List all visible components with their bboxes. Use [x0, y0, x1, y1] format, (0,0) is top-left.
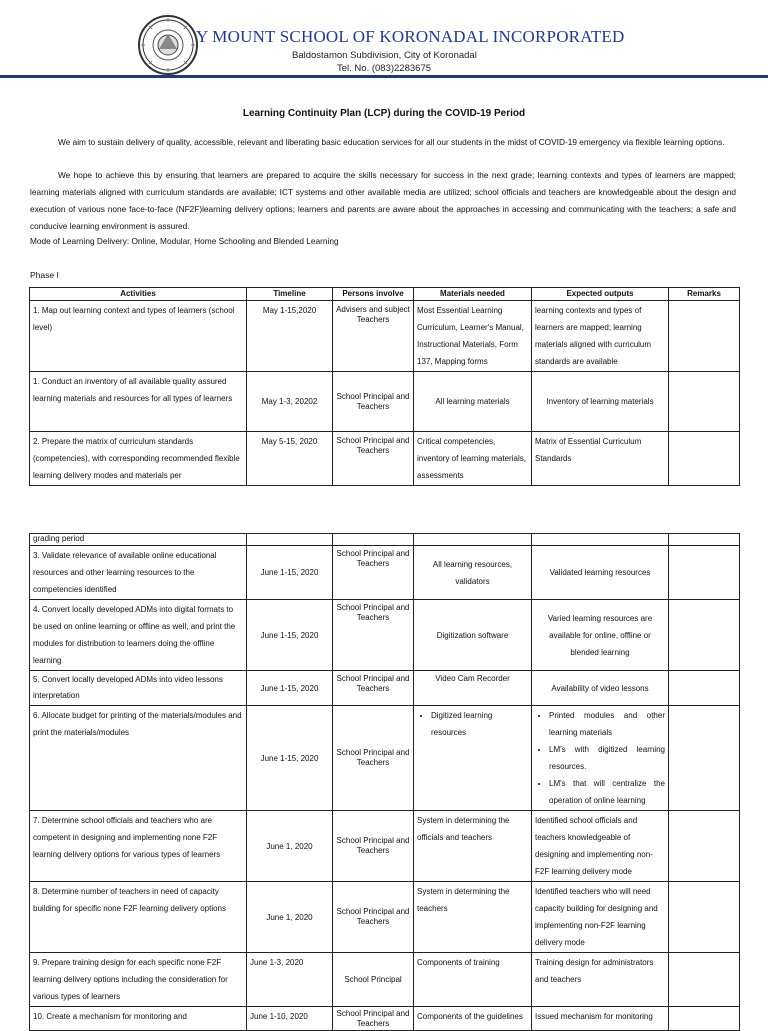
table-row: [30, 1007, 740, 1031]
school-telephone: Tel. No. (083)2283675: [337, 63, 432, 74]
header-rule: [0, 75, 768, 78]
timeline-cell: May 1-15,2020: [247, 301, 333, 372]
document-title: Learning Continuity Plan (LCP) during the COVID-19 Period: [242, 108, 526, 119]
remarks-cell: [669, 1007, 740, 1031]
activity-cell: 4. Convert locally developed ADMs into digital formats to be used on online learning or offline as well, and print the modules for distribution to learners doing the offline learning: [30, 600, 247, 671]
persons-cell: School Principal and Teachers: [333, 811, 414, 882]
persons-cell: Advisers and subject Teachers: [333, 301, 414, 372]
school-seal-icon: [137, 14, 199, 76]
remarks-cell: [669, 953, 740, 1007]
header-timeline: Timeline: [247, 288, 333, 301]
materials-cell: All learning resources, validators: [414, 546, 532, 600]
table-row: [30, 953, 740, 1007]
remarks-cell: [669, 882, 740, 953]
header-outputs: Expected outputs: [532, 288, 669, 301]
materials-cell: Critical competencies, inventory of learning materials, assessments: [414, 432, 532, 486]
list-item: • Digitized learning resources: [431, 707, 528, 741]
outputs-cell: Issued mechanism for monitoring: [532, 1007, 669, 1031]
materials-cell: [414, 706, 532, 811]
materials-cell: Video Cam Recorder: [414, 671, 532, 706]
outputs-cell: Varied learning resources are available for online, offline or blended learning: [532, 600, 669, 671]
timeline-cell: June 1-15, 2020: [247, 600, 333, 671]
outputs-cell: [532, 706, 669, 811]
header-activities: Activities: [30, 288, 247, 301]
plan-table-part2: [29, 533, 740, 1031]
outputs-cell: Inventory of learning materials: [532, 372, 669, 432]
remarks-cell: [669, 372, 740, 432]
activity-cell: 5. Convert locally developed ADMs into video lessons interpretation: [30, 671, 247, 706]
intro-paragraph: We aim to sustain delivery of quality, accessible, relevant and liberating basic education services for all our students in the midst of COVID-19 emergency via flexible learning options.: [58, 137, 725, 147]
materials-cell: Components of the guidelines: [414, 1007, 532, 1031]
outputs-cell: [532, 534, 669, 546]
table-row: [30, 301, 740, 372]
timeline-cell: June 1-10, 2020: [247, 1007, 333, 1031]
remarks-cell: [669, 811, 740, 882]
timeline-cell: June 1, 2020: [247, 882, 333, 953]
outputs-bullet-list: [535, 707, 665, 809]
activity-cell: 1. Map out learning context and types of learners (school level): [30, 301, 247, 372]
materials-cell: Digitization software: [414, 600, 532, 671]
timeline-cell: May 1-3, 20202: [247, 372, 333, 432]
persons-cell: School Principal and Teachers: [333, 1007, 414, 1031]
list-item: • Printed modules and other learning materials: [549, 707, 665, 741]
persons-cell: School Principal and Teachers: [333, 600, 414, 671]
remarks-cell: [669, 546, 740, 600]
persons-cell: [333, 534, 414, 546]
school-name: Y MOUNT SCHOOL OF KORONADAL INCORPORATED: [196, 27, 625, 46]
timeline-cell: June 1, 2020: [247, 811, 333, 882]
persons-cell: School Principal and Teachers: [333, 546, 414, 600]
outputs-cell: Identified teachers who will need capacity building for designing and implementing non-F2F learning delivery mode: [532, 882, 669, 953]
table-row: [30, 671, 740, 706]
activity-cell: 10. Create a mechanism for monitoring and: [30, 1007, 247, 1031]
header-remarks: Remarks: [669, 288, 740, 301]
activity-cell: 1. Conduct an inventory of all available quality assured learning materials and resources for all types of learners: [30, 372, 247, 432]
persons-cell: School Principal and Teachers: [333, 432, 414, 486]
table-row: [30, 882, 740, 953]
timeline-cell: [247, 534, 333, 546]
remarks-cell: [669, 534, 740, 546]
persons-cell: School Principal: [333, 953, 414, 1007]
remarks-cell: [669, 600, 740, 671]
materials-cell: All learning materials: [414, 372, 532, 432]
learning-mode: Mode of Learning Delivery: Online, Modular, Home Schooling and Blended Learning: [30, 236, 339, 246]
timeline-cell: June 1-15, 2020: [247, 706, 333, 811]
timeline-cell: June 1-3, 2020: [247, 953, 333, 1007]
outputs-cell: Validated learning resources: [532, 546, 669, 600]
list-item: • LM's that will centralize the operation of online learning: [549, 775, 665, 809]
activity-cell: 6. Allocate budget for printing of the materials/modules and print the materials/modules: [30, 706, 247, 811]
table-row: [30, 706, 740, 811]
timeline-cell: May 5-15, 2020: [247, 432, 333, 486]
outputs-cell: Training design for administrators and teachers: [532, 953, 669, 1007]
activity-cell: 7. Determine school officials and teachers who are competent in designing and implementing none F2F learning delivery options for various types of learners: [30, 811, 247, 882]
activity-cell: 3. Validate relevance of available online educational resources and other learning resources to the competencies identified: [30, 546, 247, 600]
materials-cell: Components of training: [414, 953, 532, 1007]
persons-cell: School Principal and Teachers: [333, 671, 414, 706]
persons-cell: School Principal and Teachers: [333, 372, 414, 432]
remarks-cell: [669, 671, 740, 706]
activity-cell: 8. Determine number of teachers in need of capacity building for specific none F2F learning delivery options: [30, 882, 247, 953]
timeline-cell: June 1-15, 2020: [247, 546, 333, 600]
persons-cell: School Principal and Teachers: [333, 882, 414, 953]
materials-cell: Most Essential Learning Curriculum, Learner's Manual, Instructional Materials, Form 137, Mapping forms: [414, 301, 532, 372]
header-materials: Materials needed: [414, 288, 532, 301]
outputs-cell: Availability of video lessons: [532, 671, 669, 706]
table-row: [30, 432, 740, 486]
phase-label: Phase I: [30, 270, 59, 280]
outputs-cell: learning contexts and types of learners are mapped; learning materials aligned with curriculum standards are available: [532, 301, 669, 372]
table-row: [30, 811, 740, 882]
table-row: [30, 600, 740, 671]
list-item: • LM's with digitized learning resources.: [549, 741, 665, 775]
outputs-cell: Matrix of Essential Curriculum Standards: [532, 432, 669, 486]
timeline-cell: June 1-15, 2020: [247, 671, 333, 706]
remarks-cell: [669, 432, 740, 486]
activity-cell: 9. Prepare training design for each specific none F2F learning delivery options including the consideration for various types of learners: [30, 953, 247, 1007]
materials-bullet-list: [417, 707, 528, 741]
plan-table-part1: [29, 287, 740, 486]
activity-cell: 2. Prepare the matrix of curriculum standards (competencies), with corresponding recommended flexible learning delivery modes and materials per: [30, 432, 247, 486]
letterhead: [0, 0, 768, 80]
goals-paragraph: We hope to achieve this by ensuring that learners are prepared to acquire the skills necessary for success in the next grade; learning contexts and types of learners are mapped; learning materials aligned with curriculum standards are available; ICT systems and other available media are utilized; school officials and teachers are knowledgeable about the design and execution of various none face-to-face (NF2F)learning delivery options; learners and parents are aware about the approaches in accessing and communicating with the teachers; a safe and conducive learning environment is assured.: [30, 170, 736, 231]
school-address: Baldostamon Subdivision, City of Koronadal: [292, 50, 477, 61]
materials-cell: [414, 534, 532, 546]
table-row: [30, 534, 740, 546]
remarks-cell: [669, 706, 740, 811]
materials-cell: System in determining the teachers: [414, 882, 532, 953]
table-row: [30, 546, 740, 600]
remarks-cell: [669, 301, 740, 372]
outputs-cell: Identified school officials and teachers knowledgeable of designing and implementing non-F2F learning delivery mode: [532, 811, 669, 882]
persons-cell: School Principal and Teachers: [333, 706, 414, 811]
activity-cell: grading period: [30, 534, 247, 546]
materials-cell: System in determining the officials and teachers: [414, 811, 532, 882]
table-row: [30, 372, 740, 432]
header-persons: Persons involve: [333, 288, 414, 301]
